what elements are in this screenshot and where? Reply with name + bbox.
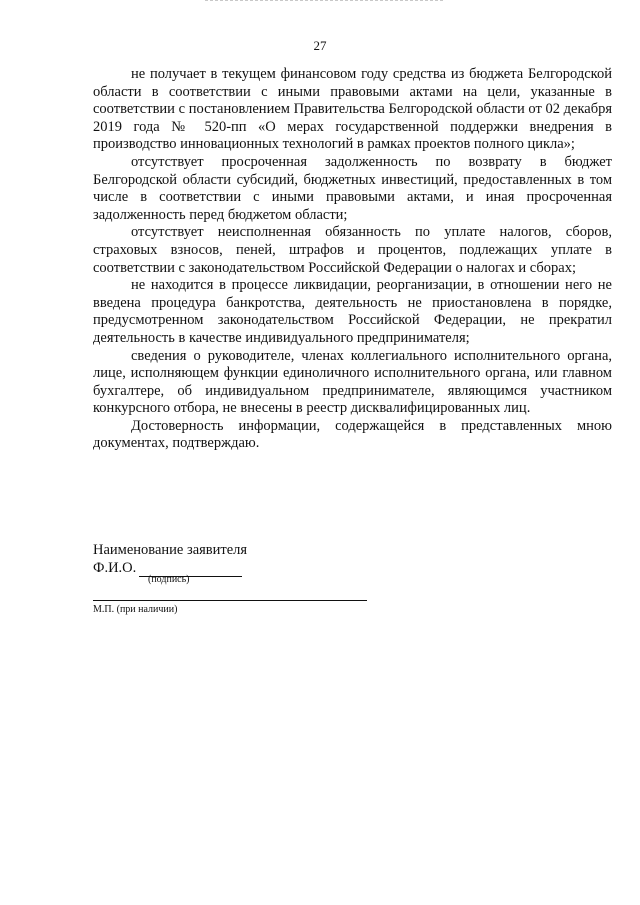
applicant-name-label: Наименование заявителя [93,542,248,558]
fio-label: Ф.И.О. [93,560,137,576]
paragraph-overdue-debt: отсутствует просроченная задолженность по возврату в бюджет Белгородской области субсидий, бюджетных инвестиций, предоставленных в том числе в соответствии с иными правовыми актами, и иная просроченная задолженность перед бюджетом области; [93,153,612,223]
signature-block [93,541,393,577]
stamp-caption: М.П. (при наличии) [93,604,178,615]
paragraph-confirmation: Достоверность информации, содержащейся в представленных мною документах, подтверждаю. [93,417,612,452]
page-number: 27 [313,38,327,53]
paragraph-tax-obligations: отсутствует неисполненная обязанность по уплате налогов, сборов, страховых взносов, пеней, штрафов и процентов, подлежащих уплате в соответствии с законодательством Российской Федерации о налогах и сборах; [93,224,612,276]
paragraph-disqualification: сведения о руководителе, членах коллегиального исполнительного органа, лице, исполняющем функции единоличного исполнительного органа, или главном бухгалтере, об индивидуальном предпринимателе, являющимся участником конкурсного отбора, не внесены в реестр дисквалифицированных лиц. [93,347,612,417]
paragraph-liquidation: не находится в процессе ликвидации, реорганизации, в отношении него не введена процедура банкротства, деятельность не приостановлена в порядке, предусмотренном законодательством Российской Федерации, не прекратил деятельность в качестве индивидуального предпринимателя; [93,277,612,346]
top-scan-rule [205,0,443,1]
paragraph-budget-funds: не получает в текущем финансовом году средства из бюджета Белгородской области в соответствии с иными правовыми актами на цели, указанные в соответствии с постановлением Правительства Белгородской области от 02 декабря 2019 года № 520-пп «О мерах государственной поддержки внедрения в производство инновационных технологий в рамках проектов полного цикла»; [93,66,612,153]
fio-row [93,559,393,577]
document-body [93,66,612,453]
stamp-rule [93,600,367,601]
signature-caption: (подпись) [148,574,190,585]
